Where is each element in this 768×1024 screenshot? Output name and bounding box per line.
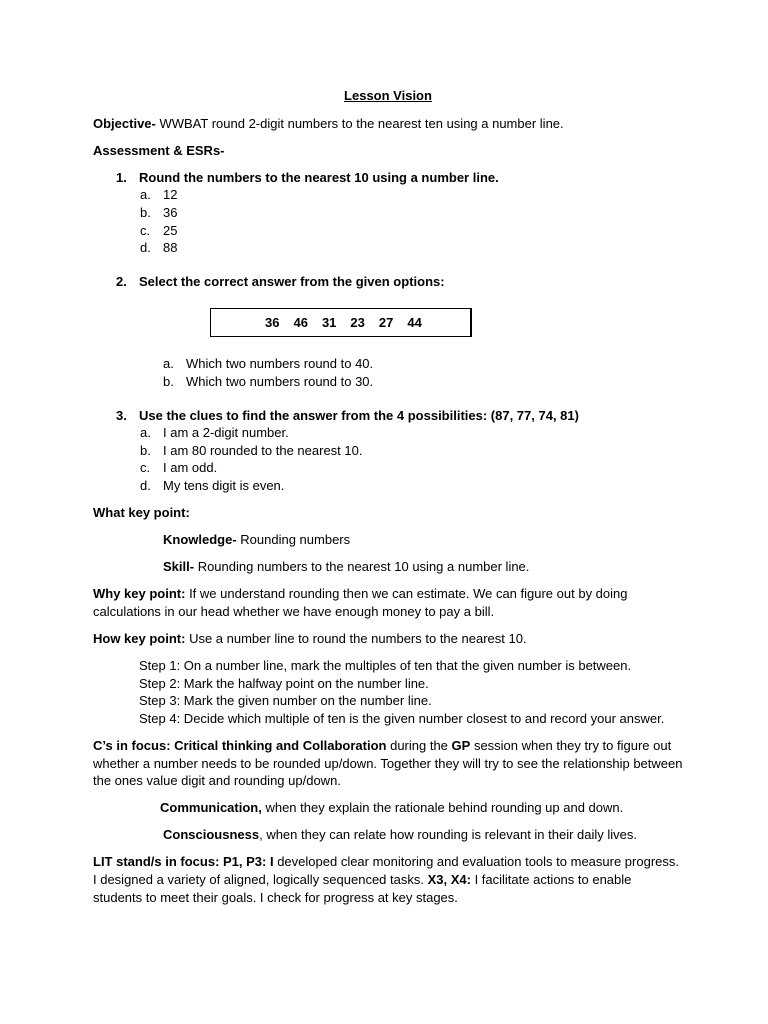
list-letter: b. xyxy=(140,442,151,458)
question-1-number: 1. xyxy=(116,169,127,185)
cs-in-focus-text: during the xyxy=(386,737,452,753)
step-item: Step 4: Decide which multiple of ten is the given number closest to and record your answer. xyxy=(139,710,665,726)
list-text: I am odd. xyxy=(163,460,218,476)
lit-text: developed clear monitoring and evaluation tools to measure progress. I designed a variety of aligned, logically sequenced tasks. xyxy=(93,854,679,887)
page-title: Lesson Vision xyxy=(344,88,432,103)
question-2-number: 2. xyxy=(116,273,127,289)
assessment-heading: Assessment & ESRs- xyxy=(93,142,225,158)
skill-line xyxy=(93,558,683,576)
list-item xyxy=(93,442,683,460)
number-option: 31 xyxy=(321,315,337,331)
what-key-point-heading: What key point: xyxy=(93,505,190,520)
list-text: 36 xyxy=(163,204,178,220)
objective-text: WWBAT round 2-digit numbers to the nearest ten using a number line. xyxy=(155,115,564,131)
how-key-point-text: Use a number line to round the numbers to the nearest 10. xyxy=(185,630,527,646)
lit-stands xyxy=(93,853,683,906)
list-letter: b. xyxy=(140,204,151,220)
number-option: 36 xyxy=(265,315,280,331)
step-item: Step 3: Mark the given number on the number line. xyxy=(139,693,432,709)
lit-label: LIT stand/s in focus: P1, P3: I xyxy=(93,854,274,870)
lit-label-2: X3, X4: xyxy=(427,872,471,887)
list-letter: a. xyxy=(140,187,151,203)
knowledge-label: Knowledge- xyxy=(163,532,237,548)
list-item xyxy=(93,204,683,222)
number-option: 44 xyxy=(407,315,422,331)
list-item xyxy=(93,459,683,477)
number-option: 23 xyxy=(350,315,365,331)
knowledge-text: Rounding numbers xyxy=(236,532,351,548)
spacer xyxy=(93,391,683,407)
how-key-point xyxy=(93,630,683,648)
consciousness-line xyxy=(93,826,683,844)
cs-in-focus-label: C’s in focus: Critical thinking and Collaboration xyxy=(93,737,387,753)
list-text: Which two numbers round to 30. xyxy=(186,373,374,389)
list-text: Which two numbers round to 40. xyxy=(186,356,374,372)
question-3-number: 3. xyxy=(116,407,127,423)
number-options-box xyxy=(210,308,472,337)
list-item xyxy=(93,355,683,373)
communication-text: when they explain the rationale behind rounding up and down. xyxy=(261,800,624,816)
cs-in-focus xyxy=(93,737,683,790)
skill-text: Rounding numbers to the nearest 10 using a number line. xyxy=(194,559,530,575)
gp-label: GP xyxy=(451,737,471,753)
communication-line xyxy=(93,799,683,817)
question-1 xyxy=(93,169,683,187)
number-option: 46 xyxy=(293,315,308,331)
list-letter: d. xyxy=(140,240,151,256)
document-page xyxy=(93,87,683,916)
question-2 xyxy=(93,273,683,291)
list-text: I am 80 rounded to the nearest 10. xyxy=(163,442,363,458)
question-2-text: Select the correct answer from the given options: xyxy=(139,273,445,289)
question-1-text: Round the numbers to the nearest 10 using a number line. xyxy=(139,169,499,185)
list-item xyxy=(93,477,683,495)
number-option: 27 xyxy=(378,315,394,331)
objective-label: Objective- xyxy=(93,115,156,131)
why-key-point xyxy=(93,585,683,620)
list-text: I am a 2-digit number. xyxy=(163,425,289,441)
how-key-point-label: How key point: xyxy=(93,630,186,646)
list-text: My tens digit is even. xyxy=(163,477,285,493)
list-item xyxy=(93,373,683,391)
list-item xyxy=(93,239,683,257)
why-key-point-label: Why key point: xyxy=(93,586,186,602)
list-letter: a. xyxy=(140,425,151,441)
list-letter: d. xyxy=(140,477,151,493)
why-key-point-text: If we understand rounding then we can estimate. We can figure out by doing calculations in our head whether we have enough money to pay a bill. xyxy=(93,586,628,619)
list-text: 25 xyxy=(163,222,178,238)
lit-text-2: I facilitate actions to enable students to meet their goals. I check for progress at key stages. xyxy=(93,872,632,905)
question-3 xyxy=(93,407,683,425)
list-item xyxy=(93,222,683,240)
list-letter: c. xyxy=(140,222,151,238)
question-3-text: Use the clues to find the answer from the 4 possibilities: (87, 77, 74, 81) xyxy=(139,407,579,423)
knowledge-line xyxy=(93,531,683,549)
list-letter: a. xyxy=(163,356,174,372)
skill-label: Skill- xyxy=(163,559,195,575)
list-item xyxy=(93,186,683,204)
objective xyxy=(93,115,683,133)
list-letter: c. xyxy=(140,460,151,476)
step-item: Step 2: Mark the halfway point on the number line. xyxy=(139,675,429,691)
cs-in-focus-text-2: session when they try to figure out whether a number needs to be rounded up/down. Together they will try to see the relationship between the ones value digit and rounding up/down. xyxy=(93,737,683,789)
consciousness-text: , when they can relate how rounding is relevant in their daily lives. xyxy=(259,827,638,843)
communication-label: Communication, xyxy=(160,800,262,816)
list-item xyxy=(93,424,683,442)
list-letter: b. xyxy=(163,373,174,389)
list-text: 12 xyxy=(163,187,178,203)
spacer xyxy=(93,257,683,273)
step-item: Step 1: On a number line, mark the multiples of ten that the given number is between. xyxy=(139,658,632,674)
list-text: 88 xyxy=(163,240,178,256)
consciousness-label: Consciousness xyxy=(163,827,260,843)
